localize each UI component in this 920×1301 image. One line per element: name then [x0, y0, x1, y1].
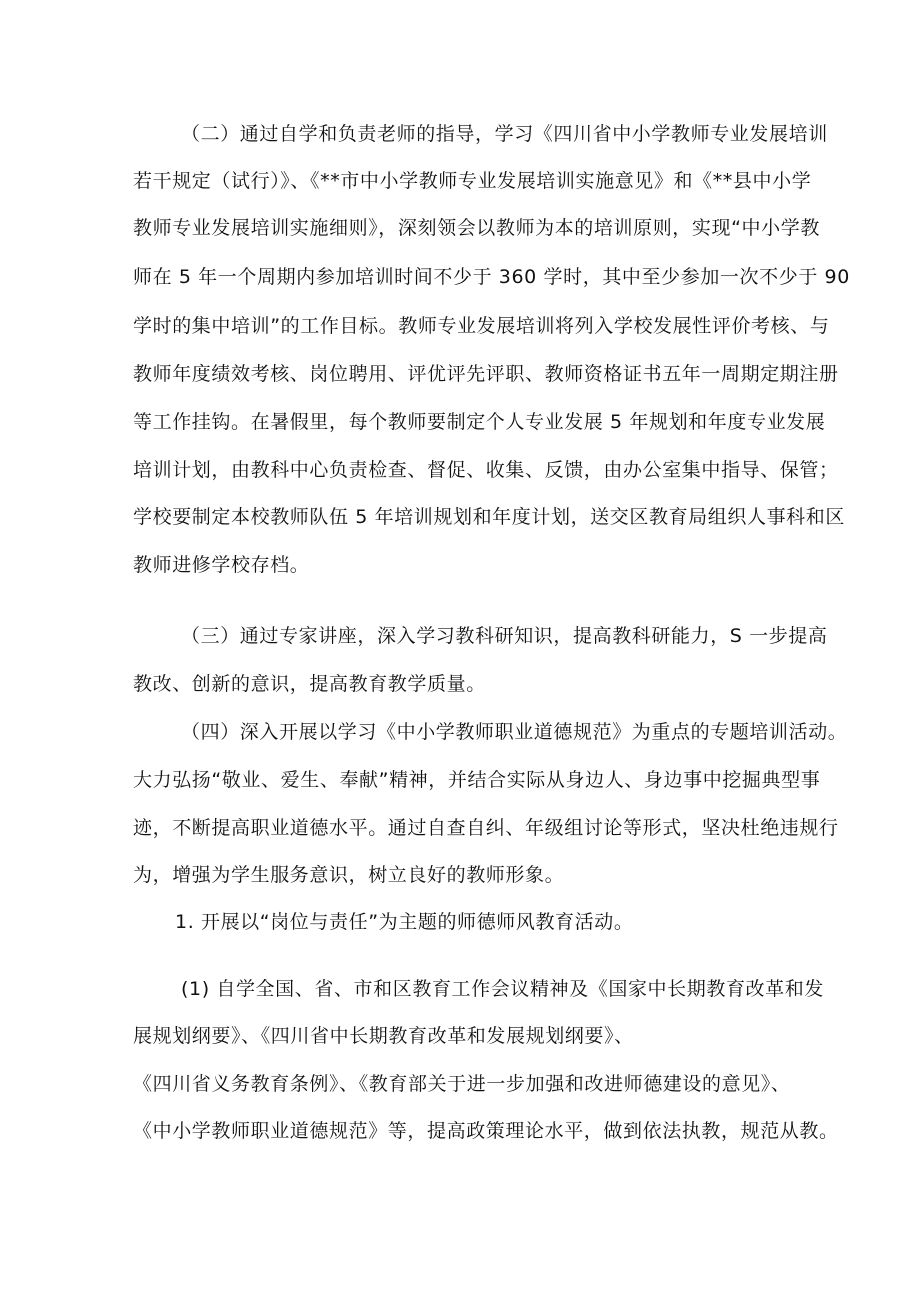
- para-2-line-10: 教师进修学校存档。: [133, 554, 310, 576]
- sub-item-1-line-2: 展规划纲要》、《四川省中长期教育改革和发展规划纲要》、: [133, 1025, 634, 1047]
- para-3-line-1: （三）通过专家讲座，深入学习教科研知识，提高教科研能力，S 一步提高: [181, 625, 828, 647]
- para-2-line-9: 学校要制定本校教师队伍 5 年培训规划和年度计划，送交区教育局组织人事科和区: [133, 506, 845, 528]
- para-2-line-5: 学时的集中培训”的工作目标。教师专业发展培训将列入学校发展性评价考核、与: [133, 315, 830, 337]
- sub-item-1-line-4: 《中小学教师职业道德规范》等，提高政策理论水平，做到依法执教，规范从教。: [133, 1120, 839, 1142]
- para-2-line-6: 教师年度绩效考核、岗位聘用、评优评先评职、教师资格证书五年一周期定期注册: [133, 363, 839, 385]
- item-1-heading: 1. 开展以“岗位与责任”为主题的师德师风教育活动。: [175, 911, 634, 933]
- para-4-line-4: 为，增强为学生服务意识，树立良好的教师形象。: [133, 864, 565, 886]
- para-2-line-8: 培训计划，由教科中心负责检查、督促、收集、反馈，由办公室集中指导、保管；: [133, 459, 839, 481]
- para-2-line-1: （二）通过自学和负责老师的指导，学习《四川省中小学教师专业发展培训: [181, 123, 828, 145]
- para-3-line-2: 教改、创新的意识，提高教育教学质量。: [133, 673, 486, 695]
- para-2-line-7: 等工作挂钩。在暑假里，每个教师要制定个人专业发展 5 年规划和年度专业发展: [133, 411, 826, 433]
- para-4-line-1: （四）深入开展以学习《中小学教师职业道德规范》为重点的专题培训活动。: [181, 721, 848, 743]
- para-2-line-3: 教师专业发展培训实施细则》，深刻领会以教师为本的培训原则，实现“中小学教: [133, 217, 820, 239]
- para-2-line-2: 若干规定（试行）》、《**市中小学教师专业发展培训实施意见》和《**县中小学: [133, 170, 812, 192]
- sub-item-1-line-1: (1) 自学全国、省、市和区教育工作会议精神及《国家中长期教育改革和发: [181, 978, 824, 1000]
- para-4-line-3: 迹，不断提高职业道德水平。通过自查自纠、年级组讨论等形式，坚决杜绝违规行: [133, 817, 839, 839]
- sub-item-1-line-3: 《四川省义务教育条例》、《教育部关于进一步加强和改进师德建设的意见》、: [133, 1073, 791, 1095]
- para-4-line-2: 大力弘扬“敬业、爱生、奉献”精神，并结合实际从身边人、身边事中挖掘典型事: [133, 769, 821, 791]
- para-2-line-4: 师在 5 年一个周期内参加培训时间不少于 360 学时，其中至少参加一次不少于 90: [133, 266, 850, 288]
